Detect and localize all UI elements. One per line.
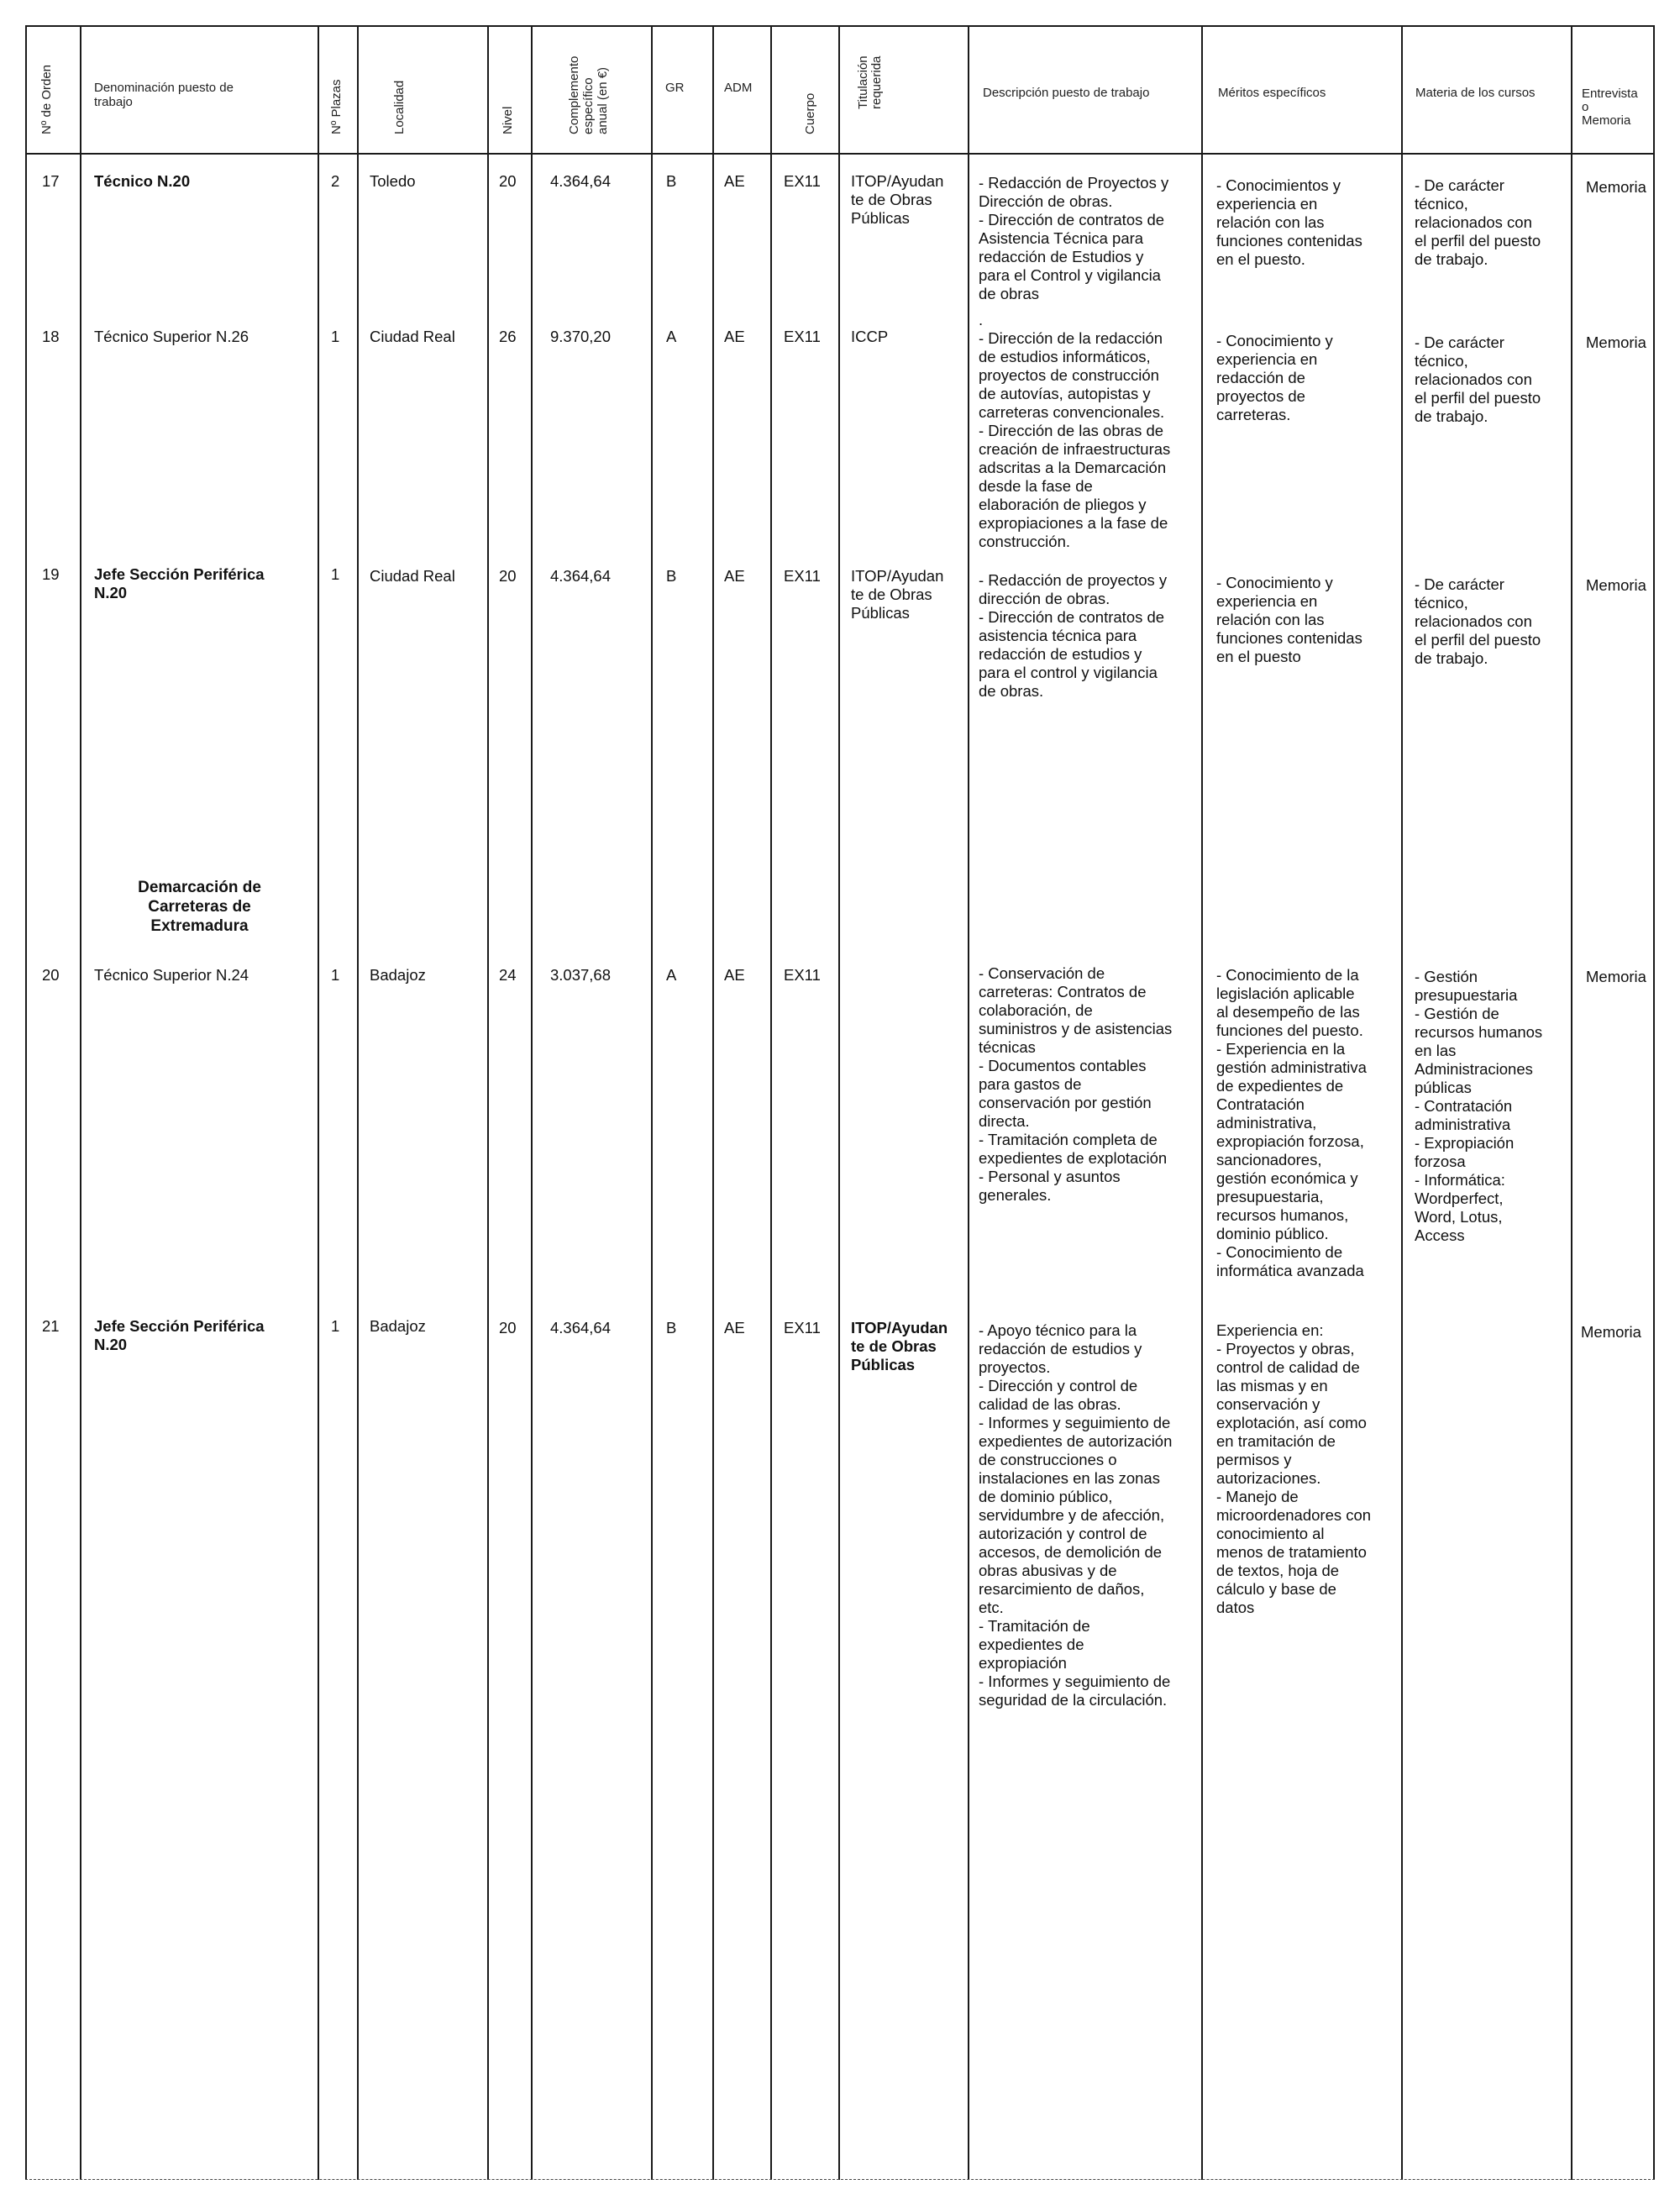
row-adm: AE xyxy=(724,172,745,190)
row-denominacion xyxy=(94,328,249,346)
row-meritos-line: de textos, hoja de xyxy=(1216,1562,1340,1579)
col-rule xyxy=(968,25,969,2180)
row-titulacion-line: ITOP/Ayudan xyxy=(851,1319,948,1336)
row-descripcion-line: de obras. xyxy=(979,682,1044,700)
row-meritos-line: expropiación forzosa, xyxy=(1216,1132,1364,1150)
row-meritos-line: en el puesto xyxy=(1216,648,1301,665)
header-nivel: Nivel xyxy=(501,106,515,134)
row-descripcion-line: - Dirección y control de xyxy=(979,1377,1138,1394)
row-nivel: 20 xyxy=(499,1319,517,1336)
section-heading-line: Extremadura xyxy=(150,917,249,935)
row-meritos-line: Contratación xyxy=(1216,1095,1305,1113)
row-denominacion-line: Técnico Superior N.24 xyxy=(94,966,249,984)
row-cuerpo: EX11 xyxy=(784,328,821,345)
row-materia-line: en las xyxy=(1415,1042,1457,1059)
header-bottom-rule xyxy=(25,153,1655,155)
row-meritos xyxy=(1216,332,1333,424)
header-entrevista xyxy=(1582,87,1638,128)
row-descripcion-line: de autovías, autopistas y xyxy=(979,385,1151,402)
row-meritos-line: explotación, así como xyxy=(1216,1414,1367,1431)
row-descripcion-line: etc. xyxy=(979,1599,1004,1616)
col-rule xyxy=(770,25,772,2180)
row-cuerpo: EX11 xyxy=(784,172,821,190)
row-materia-line: el perfil del puesto xyxy=(1415,631,1541,649)
row-materia xyxy=(1415,575,1541,668)
row-titulacion-line: te de Obras xyxy=(851,1337,937,1355)
row-descripcion-line: proyectos de construcción xyxy=(979,366,1159,384)
row-descripcion-line: directa. xyxy=(979,1112,1030,1130)
row-meritos-line: al desempeño de las xyxy=(1216,1003,1360,1021)
row-plazas: 1 xyxy=(331,966,340,984)
row-meritos-line: gestión económica y xyxy=(1216,1169,1358,1187)
row-meritos-line: conservación y xyxy=(1216,1395,1320,1413)
row-descripcion-line: proyectos. xyxy=(979,1358,1051,1376)
header-orden: Nº de Orden xyxy=(39,64,54,134)
row-meritos xyxy=(1216,966,1367,1280)
row-materia-line: - De carácter xyxy=(1415,333,1504,351)
header-cuerpo: Cuerpo xyxy=(803,92,817,134)
row-descripcion xyxy=(979,571,1167,701)
row-adm: AE xyxy=(724,1319,745,1336)
row-meritos-line: - Proyectos y obras, xyxy=(1216,1340,1355,1357)
row-descripcion-line: - Conservación de xyxy=(979,964,1105,982)
row-descripcion-line: accesos, de demolición de xyxy=(979,1543,1163,1561)
col-rule xyxy=(712,25,714,2180)
row-descripcion-line: generales. xyxy=(979,1186,1052,1204)
row-descripcion-line: resarcimiento de daños, xyxy=(979,1580,1145,1598)
row-materia-line: de trabajo. xyxy=(1415,250,1488,268)
header-adm: ADM xyxy=(724,81,753,95)
row-meritos-line: experiencia en xyxy=(1216,350,1318,368)
header-denominacion-line: Denominación puesto de xyxy=(94,81,234,95)
row-adm: AE xyxy=(724,567,745,585)
col-rule xyxy=(531,25,533,2180)
header-complemento-line: específico xyxy=(581,77,596,134)
row-descripcion-line: expropiaciones a la fase de xyxy=(979,514,1168,532)
row-orden: 19 xyxy=(42,565,60,583)
row-materia-line: - Gestión de xyxy=(1415,1005,1499,1022)
row-descripcion-line: Dirección de obras. xyxy=(979,192,1113,210)
row-materia-line: Access xyxy=(1415,1226,1465,1244)
row-descripcion-line: expedientes de xyxy=(979,1636,1084,1653)
header-materia: Materia de los cursos xyxy=(1415,86,1536,100)
row-descripcion-line: seguridad de la circulación. xyxy=(979,1691,1168,1709)
header-titulacion xyxy=(857,55,884,109)
row-entrevista: Memoria xyxy=(1581,1323,1641,1341)
row-titulacion xyxy=(851,172,943,228)
row-materia-line: - Gestión xyxy=(1415,968,1478,985)
row-descripcion-line: - Dirección de las obras de xyxy=(979,422,1164,439)
row-materia-line: presupuestaria xyxy=(1415,986,1518,1004)
row-localidad: Badajoz xyxy=(370,966,426,984)
row-meritos-line: recursos humanos, xyxy=(1216,1206,1349,1224)
row-descripcion-line: elaboración de pliegos y xyxy=(979,496,1147,513)
row-titulacion-line: ITOP/Ayudan xyxy=(851,567,944,585)
col-rule xyxy=(1401,25,1403,2180)
row-meritos-line: redacción de xyxy=(1216,369,1305,386)
row-meritos-line: - Conocimiento de la xyxy=(1216,966,1359,984)
header-entrevista-line: Entrevista xyxy=(1582,87,1638,101)
row-denominacion-line: N.20 xyxy=(94,584,128,601)
header-plazas: Nº Plazas xyxy=(329,79,344,134)
row-localidad: Toledo xyxy=(370,172,416,190)
row-descripcion-line: de construcciones o xyxy=(979,1451,1117,1468)
row-denominacion-line: Técnico Superior N.26 xyxy=(94,328,249,345)
row-localidad: Badajoz xyxy=(370,1317,426,1335)
row-descripcion-line: autorización y control de xyxy=(979,1525,1147,1542)
row-descripcion-line: de estudios informáticos, xyxy=(979,348,1151,365)
header-complemento-line: Complemento xyxy=(567,55,581,134)
row-meritos-line: - Conocimiento de xyxy=(1216,1243,1343,1261)
row-descripcion-line: de dominio público, xyxy=(979,1488,1113,1505)
row-descripcion-line: - Personal y asuntos xyxy=(979,1168,1121,1185)
row-descripcion-line: suministros y de asistencias xyxy=(979,1020,1173,1037)
row-meritos-line: administrativa, xyxy=(1216,1114,1317,1132)
row-descripcion-line: para el Control y vigilancia xyxy=(979,266,1161,284)
row-meritos-line: menos de tratamiento xyxy=(1216,1543,1367,1561)
col-rule xyxy=(1653,25,1655,2180)
row-denominacion xyxy=(94,966,249,985)
row-complemento: 3.037,68 xyxy=(550,966,612,984)
row-meritos-line: datos xyxy=(1216,1599,1255,1616)
row-plazas: 1 xyxy=(331,328,340,345)
table-bottom-rule xyxy=(25,2179,1655,2180)
header-complemento-line: anual (en €) xyxy=(596,66,610,134)
row-descripcion-line: asistencia técnica para xyxy=(979,627,1137,644)
row-descripcion-line: - Informes y seguimiento de xyxy=(979,1414,1171,1431)
row-materia-line: relacionados con xyxy=(1415,213,1532,231)
row-meritos-line: legislación aplicable xyxy=(1216,985,1355,1002)
row-gr: A xyxy=(666,966,677,984)
row-denominacion xyxy=(94,1317,265,1354)
row-meritos-line: - Conocimiento y xyxy=(1216,332,1333,349)
row-localidad: Ciudad Real xyxy=(370,328,455,345)
row-descripcion-line: expedientes de autorización xyxy=(979,1432,1173,1450)
row-meritos-line: dominio público. xyxy=(1216,1225,1329,1242)
row-descripcion-line: expropiación xyxy=(979,1654,1067,1672)
row-materia-line: Word, Lotus, xyxy=(1415,1208,1503,1226)
row-descripcion xyxy=(979,174,1168,303)
row-plazas: 1 xyxy=(331,565,340,583)
row-descripcion-line: calidad de las obras. xyxy=(979,1395,1121,1413)
row-materia-line: técnico, xyxy=(1415,195,1468,213)
row-denominacion-line: Jefe Sección Periférica xyxy=(94,1317,265,1335)
row-materia-line: el perfil del puesto xyxy=(1415,232,1541,249)
row-meritos-line: microordenadores con xyxy=(1216,1506,1372,1524)
row-titulacion-line: ITOP/Ayudan xyxy=(851,172,944,190)
row-meritos-line: proyectos de xyxy=(1216,387,1305,405)
row-titulacion-line: te de Obras xyxy=(851,586,932,603)
row-materia-line: relacionados con xyxy=(1415,370,1532,388)
row-orden: 17 xyxy=(42,172,60,190)
row-meritos-line: experiencia en xyxy=(1216,195,1318,213)
row-plazas: 2 xyxy=(331,172,340,190)
row-descripcion-line: redacción de estudios y xyxy=(979,645,1142,663)
row-meritos-line: en tramitación de xyxy=(1216,1432,1336,1450)
row-denominacion xyxy=(94,172,190,191)
row-descripcion-line: servidumbre y de afección, xyxy=(979,1506,1165,1524)
row-nivel: 20 xyxy=(499,172,517,190)
row-materia-line: - De carácter xyxy=(1415,575,1504,593)
header-denominacion-line: trabajo xyxy=(94,95,133,109)
row-descripcion-line: - Dirección de contratos de xyxy=(979,608,1165,626)
col-rule xyxy=(357,25,359,2180)
row-materia xyxy=(1415,968,1542,1245)
row-meritos-line: - Conocimientos y xyxy=(1216,176,1341,194)
row-complemento: 9.370,20 xyxy=(550,328,612,345)
row-descripcion-line: instalaciones en las zonas xyxy=(979,1469,1160,1487)
row-descripcion-line: - Dirección de la redacción xyxy=(979,329,1163,347)
header-entrevista-line: o xyxy=(1582,100,1589,114)
col-rule xyxy=(1201,25,1203,2180)
row-meritos-line: presupuestaria, xyxy=(1216,1188,1324,1205)
row-complemento: 4.364,64 xyxy=(550,172,612,190)
row-titulacion-line: Públicas xyxy=(851,604,910,622)
row-descripcion-line: colaboración, de xyxy=(979,1001,1093,1019)
row-descripcion-line: - Redacción de Proyectos y xyxy=(979,174,1169,192)
row-descripcion-line: dirección de obras. xyxy=(979,590,1110,607)
row-adm: AE xyxy=(724,328,745,345)
row-meritos xyxy=(1216,1321,1371,1617)
row-materia-line: técnico, xyxy=(1415,594,1468,612)
row-descripcion xyxy=(979,1321,1172,1709)
header-descripcion: Descripción puesto de trabajo xyxy=(983,86,1150,100)
row-titulacion xyxy=(851,1319,948,1374)
row-meritos-line: Experiencia en: xyxy=(1216,1321,1324,1339)
row-descripcion-line: adscritas a la Demarcación xyxy=(979,459,1167,476)
row-meritos-line: en el puesto. xyxy=(1216,250,1305,268)
row-denominacion-line: N.20 xyxy=(94,1336,128,1353)
row-descripcion-line: - Tramitación completa de xyxy=(979,1131,1158,1148)
row-materia-line: públicas xyxy=(1415,1079,1472,1096)
row-titulacion xyxy=(851,328,888,346)
row-meritos-line: sancionadores, xyxy=(1216,1151,1322,1168)
row-gr: B xyxy=(666,172,677,190)
header-entrevista-line: Memoria xyxy=(1582,113,1631,128)
row-meritos-line: de expedientes de xyxy=(1216,1077,1344,1095)
row-nivel: 24 xyxy=(499,966,517,984)
row-descripcion xyxy=(979,964,1172,1205)
row-materia-line: relacionados con xyxy=(1415,612,1532,630)
row-denominacion xyxy=(94,565,265,602)
row-gr: A xyxy=(666,328,677,345)
row-descripcion-line: redacción de estudios y xyxy=(979,1340,1142,1357)
row-meritos xyxy=(1216,176,1362,269)
row-meritos-line: - Experiencia en la xyxy=(1216,1040,1346,1058)
row-meritos-line: - Manejo de xyxy=(1216,1488,1299,1505)
row-gr: B xyxy=(666,1319,677,1336)
row-descripcion-line: redacción de Estudios y xyxy=(979,248,1144,265)
row-meritos-line: - Conocimiento y xyxy=(1216,574,1333,591)
row-descripcion-line: - Tramitación de xyxy=(979,1617,1090,1635)
row-materia-line: técnico, xyxy=(1415,352,1468,370)
row-cuerpo: EX11 xyxy=(784,1319,821,1336)
row-materia-line: administrativa xyxy=(1415,1116,1511,1133)
row-descripcion-line: expedientes de explotación xyxy=(979,1149,1168,1167)
row-descripcion-line: - Documentos contables xyxy=(979,1057,1147,1074)
row-descripcion-line: para el control y vigilancia xyxy=(979,664,1158,681)
row-meritos-line: las mismas y en xyxy=(1216,1377,1328,1394)
header-complemento xyxy=(567,56,610,134)
row-orden: 21 xyxy=(42,1317,60,1335)
row-descripcion-line: - Apoyo técnico para la xyxy=(979,1321,1137,1339)
row-descripcion-line: conservación por gestión xyxy=(979,1094,1152,1111)
section-heading-line: Carreteras de xyxy=(148,898,251,916)
row-titulacion-line: Públicas xyxy=(851,1356,916,1373)
row-meritos-line: control de calidad de xyxy=(1216,1358,1360,1376)
row-materia-line: - Informática: xyxy=(1415,1171,1505,1189)
row-meritos-line: gestión administrativa xyxy=(1216,1058,1367,1076)
row-entrevista: Memoria xyxy=(1586,968,1646,985)
row-denominacion-line: Jefe Sección Periférica xyxy=(94,565,265,583)
header-gr: GR xyxy=(665,81,685,95)
row-materia-line: el perfil del puesto xyxy=(1415,389,1541,407)
row-nivel: 20 xyxy=(499,567,517,585)
row-descripcion-line: para gastos de xyxy=(979,1075,1082,1093)
col-rule xyxy=(80,25,81,2180)
row-descripcion-line: construcción. xyxy=(979,533,1070,550)
row-descripcion-line: carreteras convencionales. xyxy=(979,403,1165,421)
row-meritos-line: autorizaciones. xyxy=(1216,1469,1321,1487)
row-meritos-line: informática avanzada xyxy=(1216,1262,1364,1279)
row-descripcion-line: desde la fase de xyxy=(979,477,1093,495)
row-materia-line: forzosa xyxy=(1415,1153,1466,1170)
row-meritos-line: relación con las xyxy=(1216,611,1325,628)
row-gr: B xyxy=(666,567,677,585)
row-meritos-line: experiencia en xyxy=(1216,592,1318,610)
row-descripcion-line: - Dirección de contratos de xyxy=(979,211,1165,228)
row-entrevista: Memoria xyxy=(1586,576,1646,594)
row-materia-line: - De carácter xyxy=(1415,176,1504,194)
row-cuerpo: EX11 xyxy=(784,567,821,585)
row-orden: 20 xyxy=(42,966,60,984)
row-descripcion-line: Asistencia Técnica para xyxy=(979,229,1144,247)
row-meritos-line: cálculo y base de xyxy=(1216,1580,1336,1598)
row-denominacion-line: Técnico N.20 xyxy=(94,172,191,190)
row-localidad: Ciudad Real xyxy=(370,567,455,585)
row-materia-line: recursos humanos xyxy=(1415,1023,1543,1041)
row-plazas: 1 xyxy=(331,1317,340,1335)
row-entrevista: Memoria xyxy=(1586,178,1646,196)
row-materia-line: de trabajo. xyxy=(1415,407,1488,425)
row-materia xyxy=(1415,176,1541,269)
col-rule xyxy=(318,25,319,2180)
row-materia-line: de trabajo. xyxy=(1415,649,1488,667)
row-descripcion-line: obras abusivas y de xyxy=(979,1562,1117,1579)
row-descripcion-line: . xyxy=(979,311,984,328)
section-heading xyxy=(109,878,290,936)
row-meritos xyxy=(1216,574,1362,666)
row-meritos-line: permisos y xyxy=(1216,1451,1292,1468)
row-complemento: 4.364,64 xyxy=(550,567,612,585)
row-titulacion-line: ICCP xyxy=(851,328,889,345)
row-descripcion-line: creación de infraestructuras xyxy=(979,440,1171,458)
row-meritos-line: funciones contenidas xyxy=(1216,629,1362,647)
col-rule xyxy=(487,25,489,2180)
header-meritos: Méritos específicos xyxy=(1218,86,1326,100)
col-rule xyxy=(651,25,653,2180)
row-cuerpo: EX11 xyxy=(784,966,821,984)
header-denominacion xyxy=(94,81,304,109)
table-top-rule xyxy=(25,25,1655,27)
section-heading-line: Demarcación de xyxy=(138,879,261,896)
row-descripcion xyxy=(979,311,1170,551)
row-materia-line: - Expropiación xyxy=(1415,1134,1515,1152)
row-entrevista: Memoria xyxy=(1586,333,1646,351)
row-adm: AE xyxy=(724,966,745,984)
row-materia-line: - Contratación xyxy=(1415,1097,1513,1115)
row-descripcion-line: - Informes y seguimiento de xyxy=(979,1673,1171,1690)
row-meritos-line: funciones contenidas xyxy=(1216,232,1362,249)
row-titulacion xyxy=(851,567,943,622)
header-titulacion-line: requerida xyxy=(869,55,884,109)
row-complemento: 4.364,64 xyxy=(550,1319,612,1336)
row-meritos-line: relación con las xyxy=(1216,213,1325,231)
header-titulacion-line: Titulación xyxy=(856,55,870,109)
row-meritos-line: conocimiento al xyxy=(1216,1525,1325,1542)
row-meritos-line: carreteras. xyxy=(1216,406,1291,423)
row-materia xyxy=(1415,333,1541,426)
row-descripcion-line: de obras xyxy=(979,285,1039,302)
header-localidad: Localidad xyxy=(392,80,407,134)
row-descripcion-line: técnicas xyxy=(979,1038,1036,1056)
col-rule xyxy=(1571,25,1572,2180)
row-materia-line: Wordperfect, xyxy=(1415,1189,1504,1207)
row-orden: 18 xyxy=(42,328,60,345)
row-nivel: 26 xyxy=(499,328,517,345)
row-titulacion-line: Públicas xyxy=(851,209,910,227)
row-materia-line: Administraciones xyxy=(1415,1060,1533,1078)
col-rule xyxy=(25,25,27,2180)
col-rule xyxy=(838,25,840,2180)
row-descripcion-line: - Redacción de proyectos y xyxy=(979,571,1168,589)
row-titulacion-line: te de Obras xyxy=(851,191,932,208)
row-meritos-line: funciones del puesto. xyxy=(1216,1021,1363,1039)
row-descripcion-line: carreteras: Contratos de xyxy=(979,983,1147,1000)
